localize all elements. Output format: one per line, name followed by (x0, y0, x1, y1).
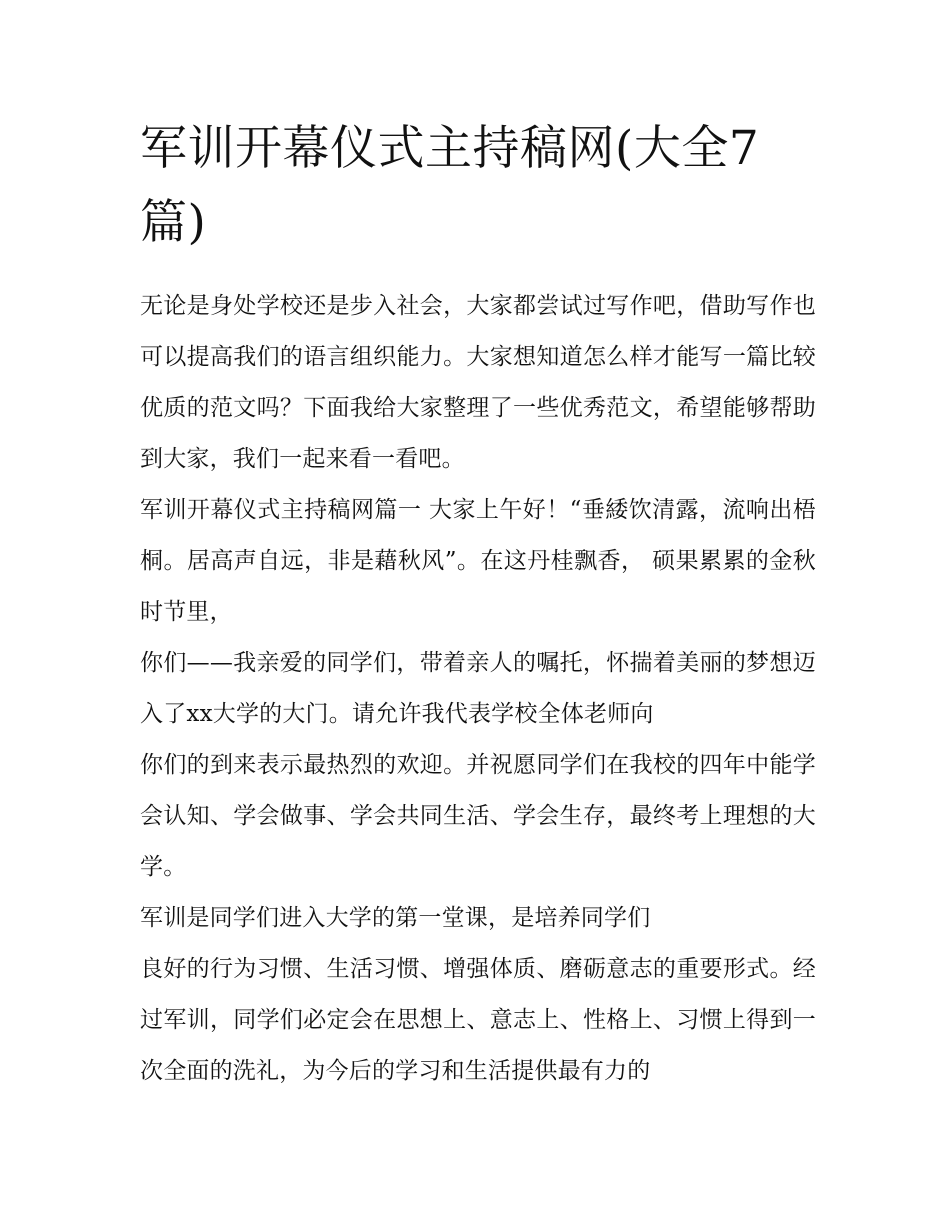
document-title: 军训开幕仪式主持稿网(大全7篇) (140, 121, 760, 250)
document-body (140, 281, 816, 1097)
paragraph: 军训开幕仪式主持稿网篇一 大家上午好！“垂緌饮清露，流响出梧桐。居高声自远，非是藉秋风”。在这丹桂飘香， 硕果累累的金秋时节里， (140, 497, 816, 625)
paragraph: 军训是同学们进入大学的第一堂课，是培养同学们 (140, 905, 651, 931)
paragraph: 你们——我亲爱的同学们，带着亲人的嘱托，怀揣着美丽的梦想迈入了xx大学的大门。请允许我代表学校全体老师向 (140, 650, 816, 727)
paragraph: 你们的到来表示最热烈的欢迎。并祝愿同学们在我校的四年中能学会认知、学会做事、学会共同生活、学会生存，最终考上理想的大学。 (140, 752, 816, 880)
paragraph: 良好的行为习惯、生活习惯、增强体质、磨砺意志的重要形式。经过军训，同学们必定会在思想上、意志上、性格上、习惯上得到一次全面的洗礼，为今后的学习和生活提供最有力的 (140, 956, 816, 1084)
paragraph: 无论是身处学校还是步入社会，大家都尝试过写作吧，借助写作也可以提高我们的语言组织能力。大家想知道怎么样才能写一篇比较优质的范文吗？下面我给大家整理了一些优秀范文，希望能够帮助到大家，我们一起来看一看吧。 (140, 293, 816, 472)
